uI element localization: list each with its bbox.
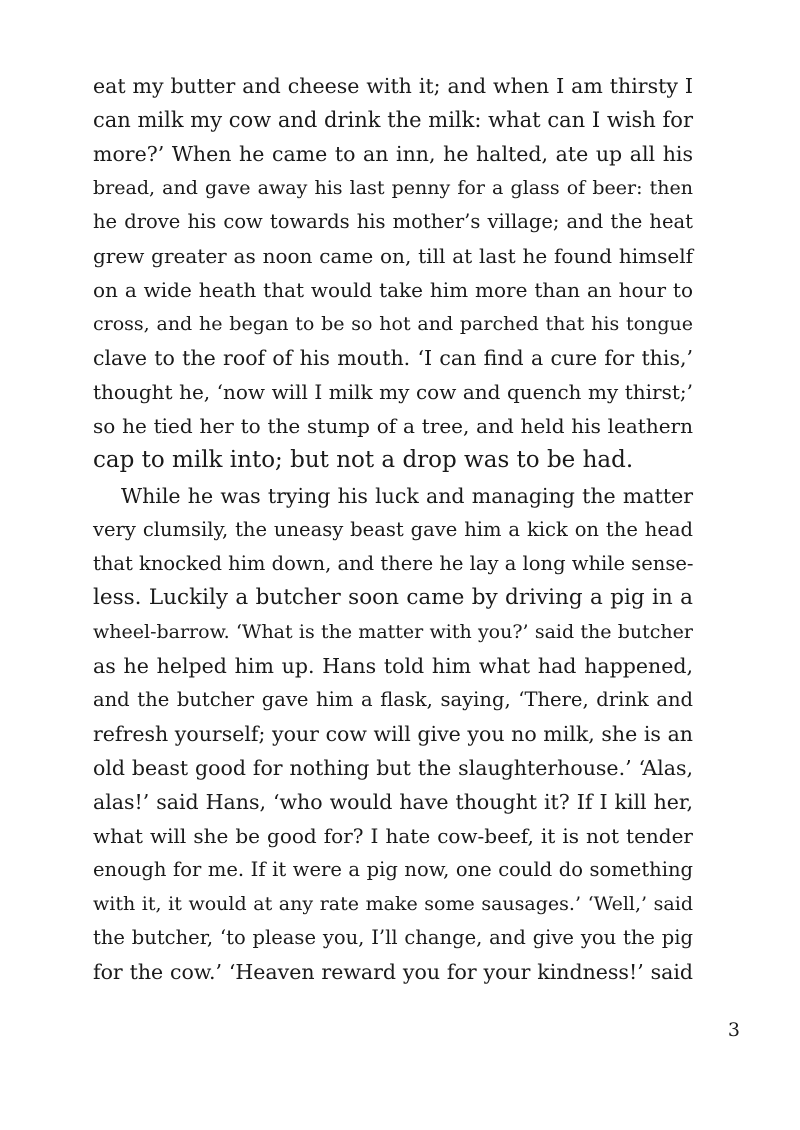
text-line: can milk my cow and drink the milk: what can I wish for — [93, 108, 693, 132]
text-line: and the butcher gave him a flask, saying, ‘There, drink and — [93, 688, 693, 711]
text-line: cap to milk into; but not a drop was to be had. — [93, 447, 634, 473]
text-line: alas!’ said Hans, ‘who would have thought it? If I kill her, — [93, 790, 693, 814]
text-line: enough for me. If it were a pig now, one could do something — [93, 858, 693, 881]
text-line: clave to the roof of his mouth. ‘I can find a cure for this,’ — [93, 346, 693, 370]
text-line: refresh yourself; your cow will give you no milk, she is an — [93, 722, 693, 746]
text-line: on a wide heath that would take him more than an hour to — [93, 278, 693, 302]
text-line: what will she be good for? I hate cow-beef, it is not tender — [93, 824, 693, 848]
text-line: less. Luckily a butcher soon came by driving a pig in a — [93, 585, 693, 610]
text-line: thought he, ‘now will I milk my cow and quench my thirst;’ — [93, 380, 693, 404]
text-line: While he was trying his luck and managing the matter — [121, 484, 693, 508]
text-line: bread, and gave away his last penny for a glass of beer: then — [93, 177, 693, 199]
text-line: eat my butter and cheese with it; and when I am thirsty I — [93, 74, 693, 98]
text-line: for the cow.’ ‘Heaven reward you for your kindness!’ said — [93, 960, 693, 984]
text-line: more?’ When he came to an inn, he halted, ate up all his — [93, 142, 693, 166]
text-line: that knocked him down, and there he lay a long while sense- — [93, 552, 694, 575]
text-line: grew greater as noon came on, till at last he found himself — [93, 244, 693, 268]
text-line: the butcher, ‘to please you, I’ll change, and give you the pig — [93, 926, 693, 949]
text-line: as he helped him up. Hans told him what had happened, — [93, 654, 693, 678]
text-line: cross, and he began to be so hot and parched that his tongue — [93, 313, 693, 335]
text-line: wheel-barrow. ‘What is the matter with you?’ said the butcher — [93, 621, 693, 643]
page-number: 3 — [727, 1019, 740, 1041]
text-line: with it, it would at any rate make some sausages.’ ‘Well,’ said — [93, 893, 693, 915]
text-line: very clumsily, the uneasy beast gave him a kick on the head — [93, 518, 693, 541]
text-line: he drove his cow towards his mother’s village; and the heat — [93, 210, 693, 233]
text-line: so he tied her to the stump of a tree, and held his leathern — [93, 414, 693, 438]
text-line: old beast good for nothing but the slaughterhouse.’ ‘Alas, — [93, 756, 693, 780]
